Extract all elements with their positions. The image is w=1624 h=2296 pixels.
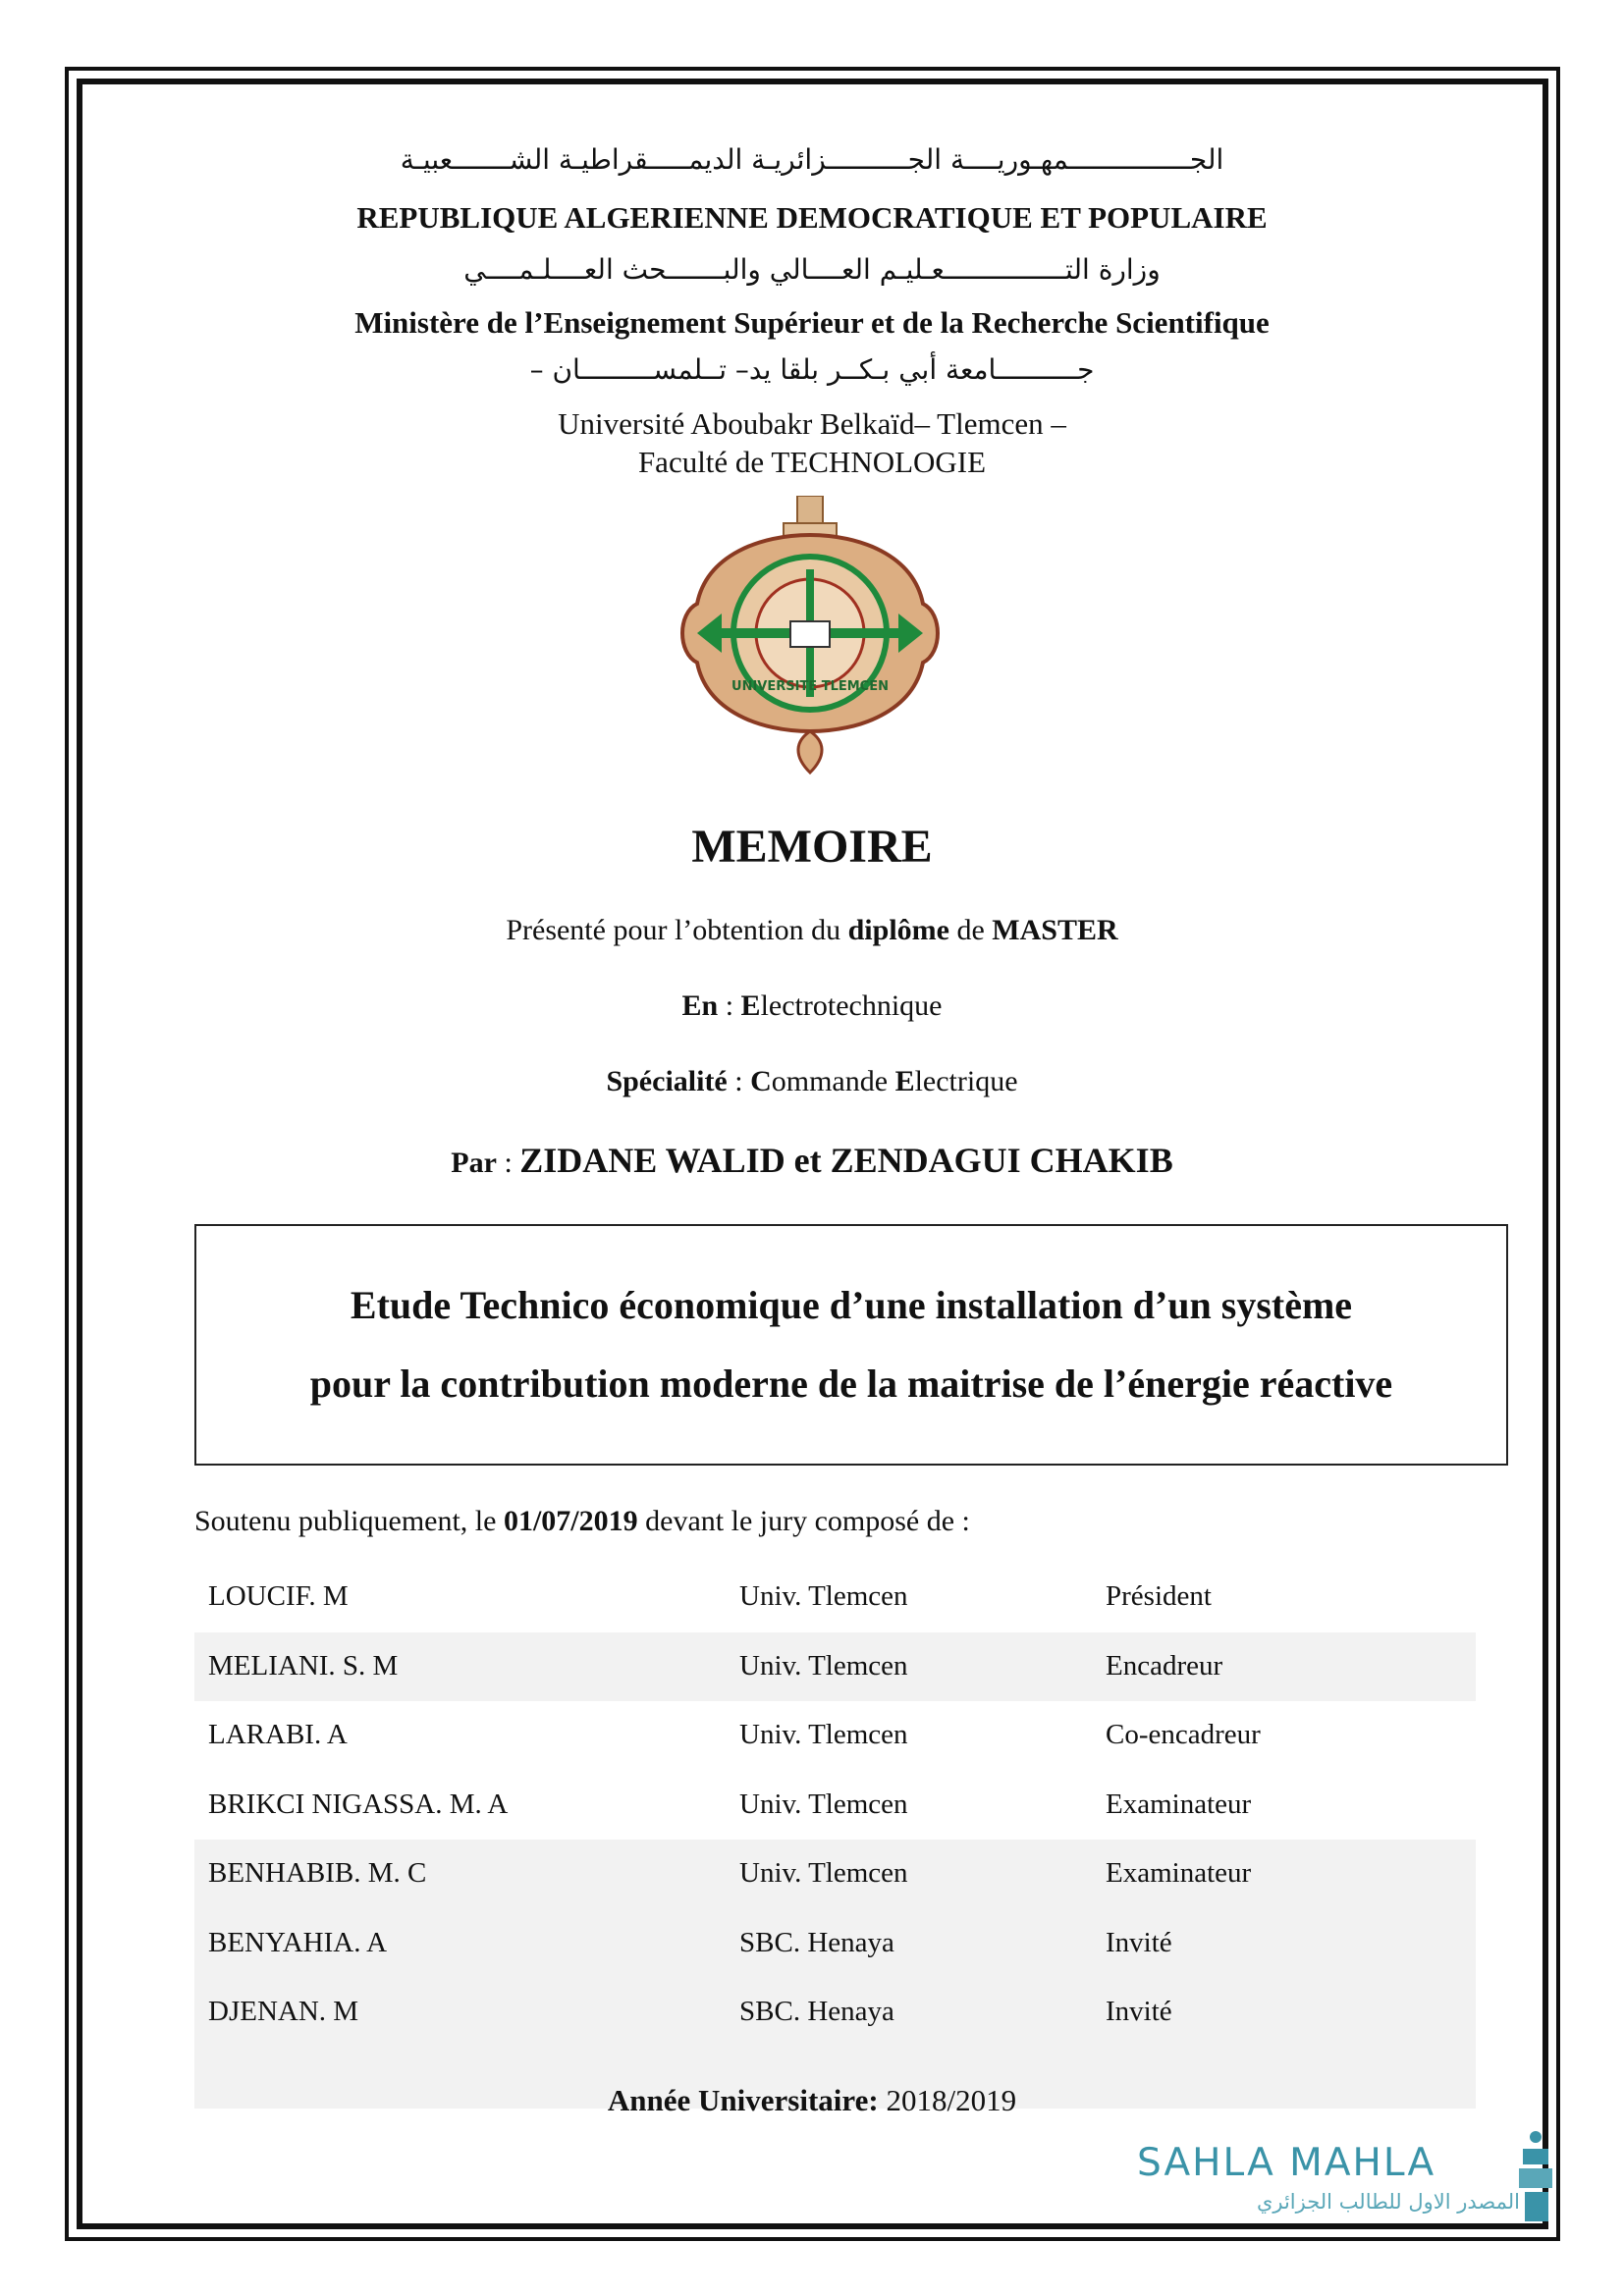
jury-name: DJENAN. M [208, 1996, 359, 2027]
svg-text:UNIVERSITE TLEMCEN: UNIVERSITE TLEMCEN [731, 679, 889, 694]
university-crest-logo [668, 496, 952, 775]
specialty-word-2: lectrique [914, 1065, 1018, 1097]
presented-mid: de [948, 914, 993, 946]
authors-names: ZIDANE WALID et ZENDAGUI CHAKIB [519, 1141, 1173, 1180]
presented-prefix: Présenté pour l’obtention du [506, 914, 848, 946]
academic-year-value: 2018/2019 [878, 2083, 1017, 2117]
watermark-title: SAHLA MAHLA [1137, 2141, 1436, 2185]
defense-statement [194, 1505, 970, 1538]
field-name: lectrotechnique [760, 989, 943, 1022]
defense-date: 01/07/2019 [503, 1505, 638, 1537]
presented-for-line [0, 914, 1624, 947]
document-type-title: MEMOIRE [691, 821, 933, 873]
authors-line [0, 1140, 1624, 1181]
watermark-emblem-icon [1515, 2129, 1556, 2225]
jury-role: Examinateur [1106, 1857, 1252, 1889]
table-row [194, 1978, 1476, 2048]
thesis-title-line-2: pour la contribution moderne de la maitrise de l’énergie réactive [309, 1362, 1393, 1406]
faculty-name: Faculté de TECHNOLOGIE [637, 445, 987, 479]
specialty-initial-2: E [894, 1065, 915, 1097]
jury-role: Co-encadreur [1106, 1719, 1261, 1750]
jury-name: BENHABIB. M. C [208, 1857, 427, 1889]
table-row [194, 1563, 1476, 1632]
jury-name: LARABI. A [208, 1719, 348, 1750]
arabic-university-heading: جــــــــــامعة أبي بـكــر بلقا يد– تــلمســـــــــان – [529, 353, 1095, 386]
table-row [194, 1771, 1476, 1841]
thesis-title-line-1: Etude Technico économique d’une installation d’un système [350, 1283, 1353, 1327]
arabic-ministry-heading: وزارة التـــــــــــــــعـليـم العــــالي والبـــــــحث العــــلـمــــي [463, 253, 1161, 286]
watermark-tagline: المصدر الاول للطالب الجزائري [1256, 2190, 1520, 2214]
jury-name: BENYAHIA. A [208, 1926, 388, 1958]
jury-institution: SBC. Henaya [739, 1996, 894, 2027]
jury-role: Invité [1106, 1926, 1172, 1958]
jury-institution: Univ. Tlemcen [739, 1649, 908, 1682]
field-initial: E [740, 989, 761, 1022]
jury-name: BRIKCI NIGASSA. M. A [208, 1788, 509, 1820]
watermark [1137, 2141, 1559, 2229]
jury-role: Encadreur [1106, 1649, 1223, 1682]
republic-heading: REPUBLIQUE ALGERIENNE DEMOCRATIQUE ET POPULAIRE [356, 200, 1268, 235]
arabic-republic-heading: الجـــــــــــــــمهـوريــــة الجــــــــــزائريـة الديمـــــقراطيـة الشـــــــعبيـة [400, 143, 1224, 176]
ministry-heading: Ministère de l’Enseignement Supérieur et de la Recherche Scientifique [354, 305, 1270, 340]
field-label: En [681, 989, 719, 1022]
jury-role: Invité [1106, 1996, 1172, 2027]
defense-suffix: devant le jury composé de : [637, 1505, 970, 1537]
jury-role: Examinateur [1106, 1788, 1252, 1820]
jury-table [194, 1563, 1476, 2109]
jury-institution: Univ. Tlemcen [739, 1580, 908, 1612]
specialty-line [0, 1065, 1624, 1098]
table-row [194, 1701, 1476, 1771]
specialty-label: Spécialité [606, 1065, 728, 1097]
jury-institution: Univ. Tlemcen [739, 1719, 908, 1750]
authors-separator: : [496, 1147, 520, 1179]
authors-label: Par [451, 1147, 497, 1179]
table-row [194, 1632, 1476, 1702]
field-separator: : [718, 989, 741, 1022]
table-row [194, 1840, 1476, 1909]
jury-institution: Univ. Tlemcen [739, 1857, 908, 1889]
academic-year [0, 2083, 1624, 2118]
jury-role: Président [1106, 1580, 1212, 1612]
defense-prefix: Soutenu publiquement, le [194, 1505, 504, 1537]
specialty-initial-1: C [750, 1065, 772, 1097]
university-name: Université Aboubakr Belkaïd– Tlemcen – [558, 406, 1066, 441]
diploma-word: diplôme [847, 914, 949, 946]
specialty-separator: : [727, 1065, 751, 1097]
jury-name: LOUCIF. M [208, 1580, 349, 1612]
academic-year-label: Année Universitaire: [607, 2083, 879, 2117]
degree-name: MASTER [992, 914, 1118, 946]
specialty-word-1: ommande [771, 1065, 895, 1097]
field-line [0, 989, 1624, 1023]
jury-name: MELIANI. S. M [208, 1649, 399, 1682]
jury-institution: SBC. Henaya [739, 1926, 894, 1958]
thesis-title-box [194, 1224, 1508, 1466]
jury-institution: Univ. Tlemcen [739, 1788, 908, 1820]
table-row [194, 1909, 1476, 1979]
